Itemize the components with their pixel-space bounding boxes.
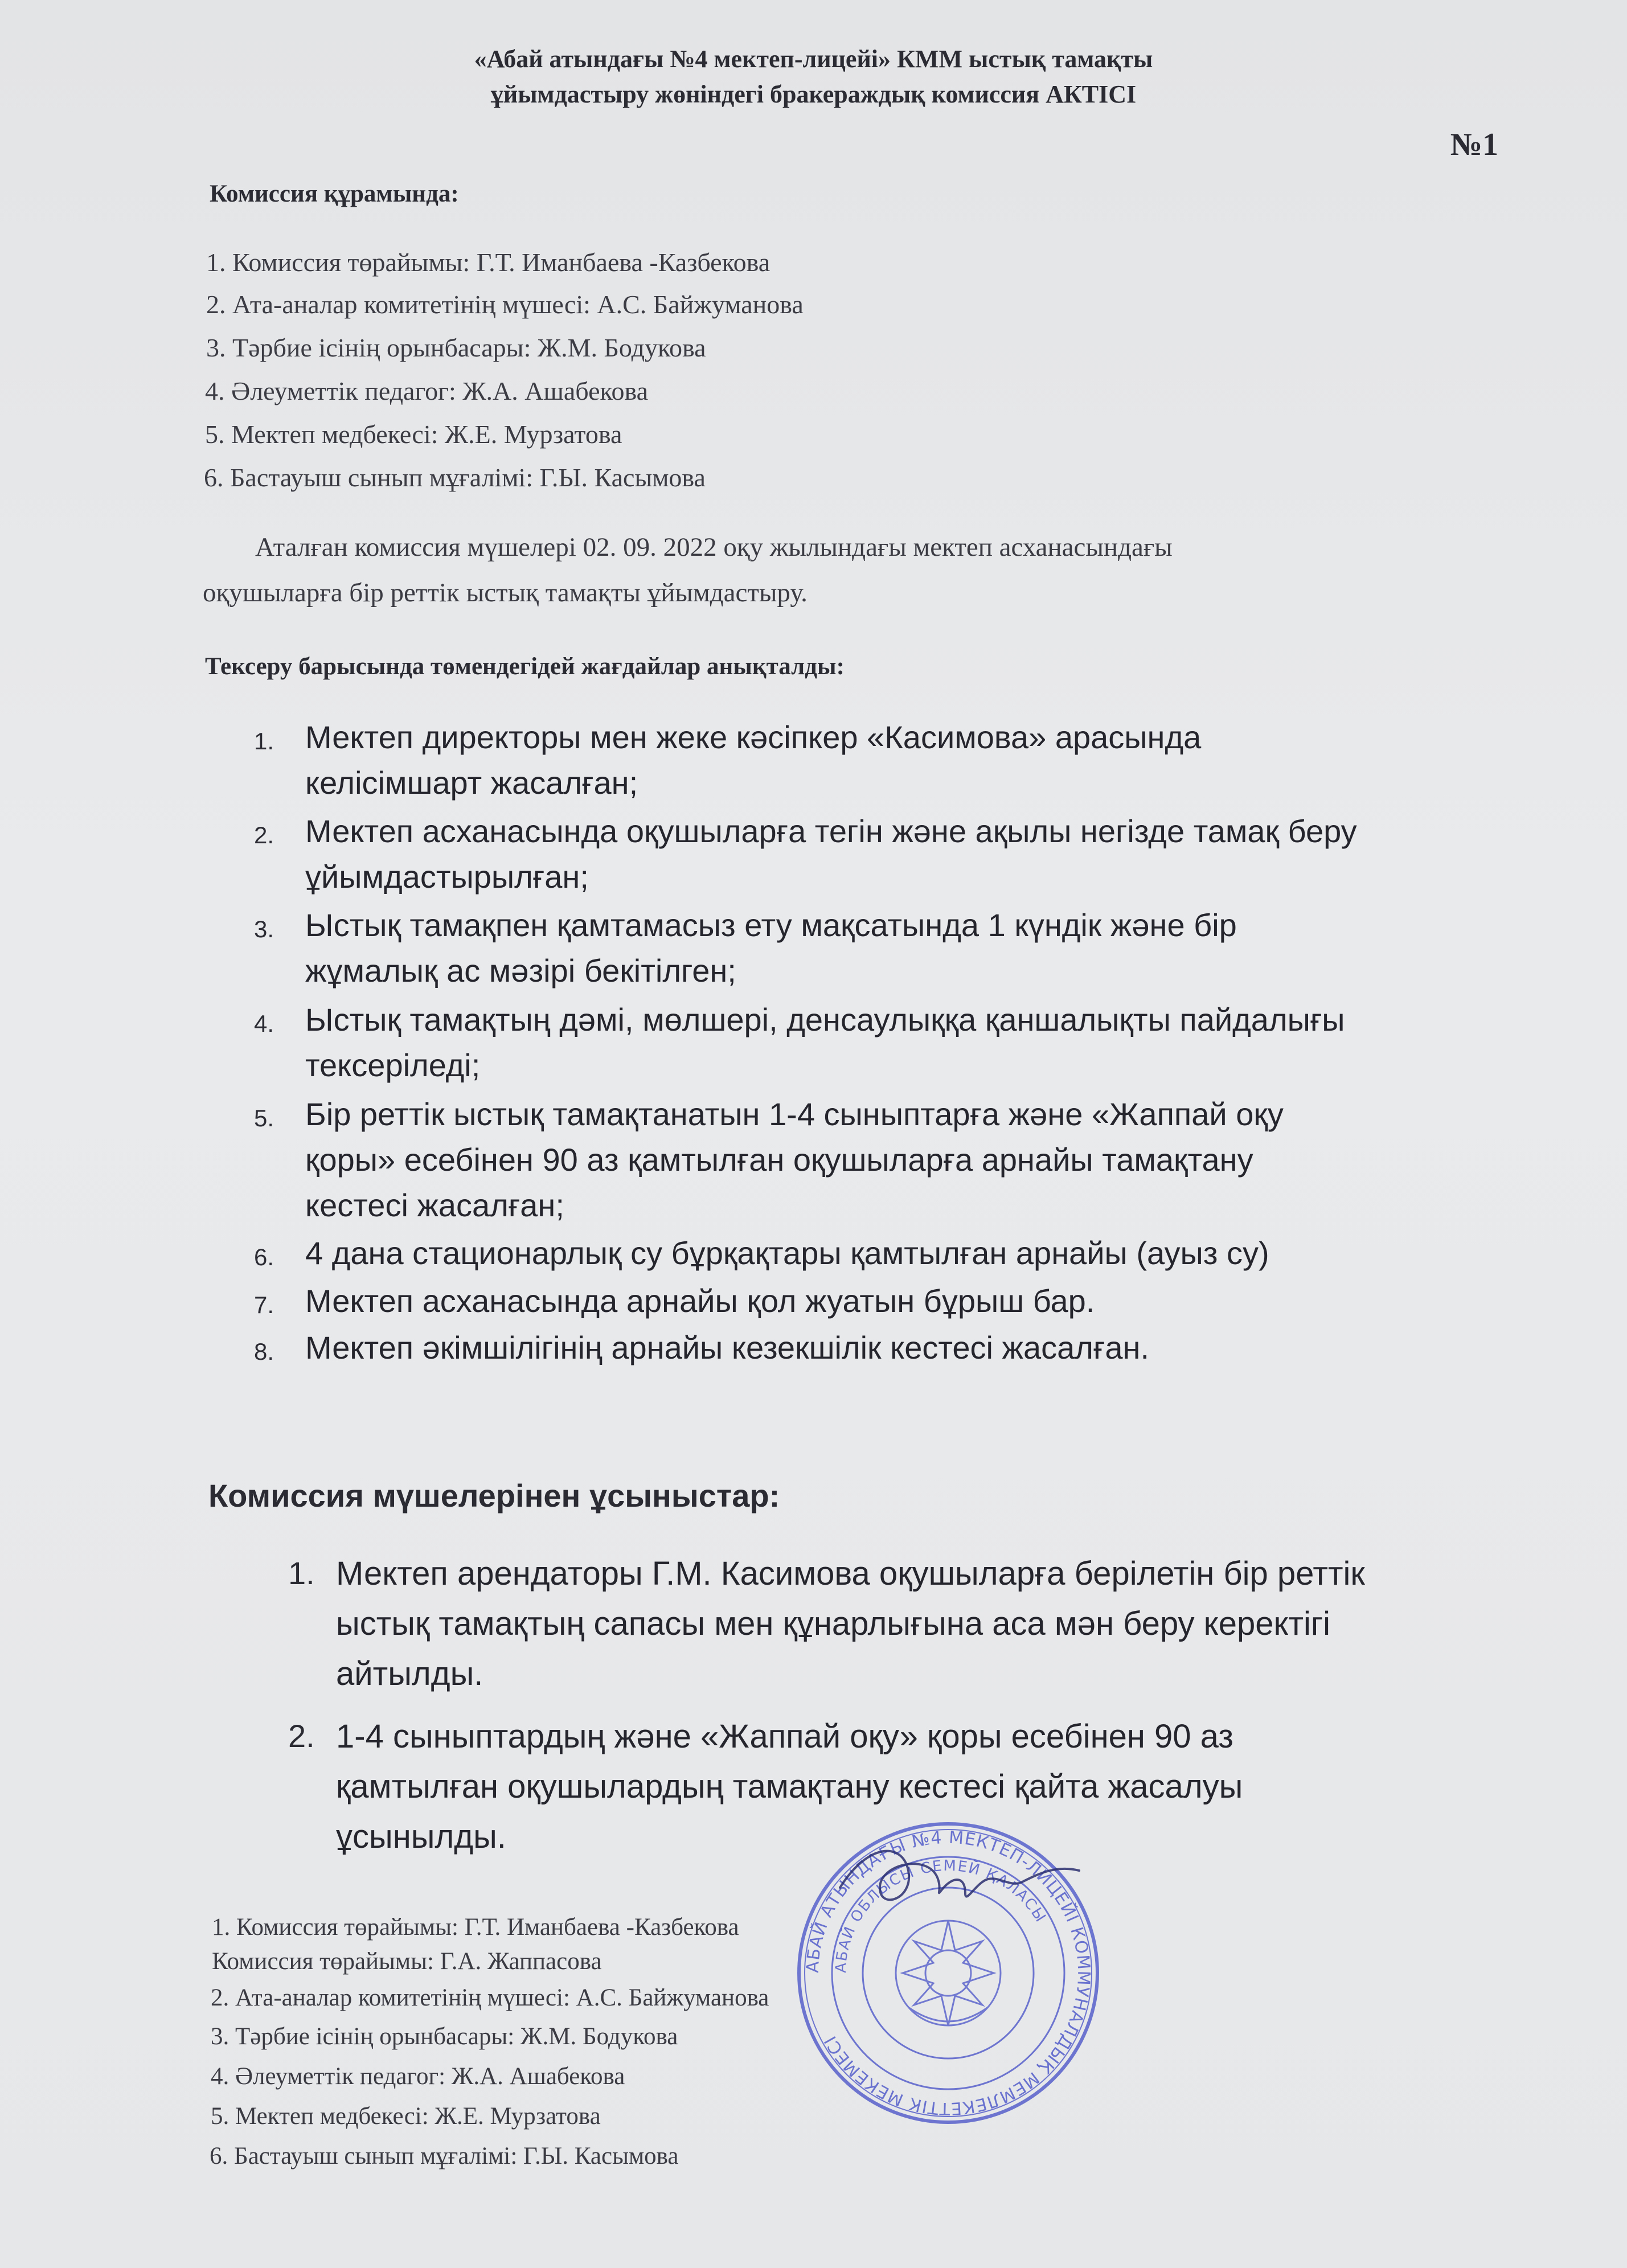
stamp-inner-text: АБАЙ ОБЛЫСЫ СЕМЕЙ ҚАЛАСЫ bbox=[832, 1857, 1050, 1974]
list-item-text: ыстық тамақтың сапасы мен құнарлығына аса мән беру керектігі bbox=[336, 1605, 1330, 1642]
intro-line-2: оқушыларға бір реттік ыстық тамақты ұйымдастыру. bbox=[203, 578, 808, 608]
commission-heading: Комиссия құрамында: bbox=[210, 181, 459, 207]
list-item-text: Мектеп асханасында оқушыларға тегін және ақылы негізде тамақ беру bbox=[305, 813, 1357, 849]
commission-member: 6. Бастауыш сынып мұғалімі: Г.Ы. Касымова bbox=[204, 463, 706, 492]
signature-line: 3. Тәрбие ісінің орынбасары: Ж.М. Бодукова bbox=[211, 2023, 678, 2050]
list-item-text: Мектеп асханасында арнайы қол жуатын бұрыш бар. bbox=[305, 1283, 1095, 1319]
document-title-line-1: «Абай атындағы №4 мектеп-лицейі» КММ ыстық тамақты bbox=[474, 45, 1153, 73]
list-item-number: 1. bbox=[288, 1555, 315, 1591]
list-item-text: Ыстық тамақтың дәмі, мөлшері, денсаулыққа қаншалықты пайдалығы bbox=[305, 1002, 1345, 1037]
list-item-text: тексеріледі; bbox=[305, 1047, 481, 1083]
list-item-number: 7. bbox=[254, 1291, 274, 1318]
signature-line: Комиссия төрайымы: Г.А. Жаппасова bbox=[212, 1948, 602, 1975]
stamp-outer-text: АБАЙ АТЫНДАҒЫ №4 МЕКТЕП-ЛИЦЕЙІ КОММУНАЛДЫҚ МЕМЛЕКЕТТІК МЕКЕМЕСІ bbox=[802, 1827, 1094, 2119]
list-item-number: 8. bbox=[254, 1338, 274, 1365]
list-item-number: 4. bbox=[254, 1010, 274, 1037]
findings-heading: Тексеру барысында төмендегідей жағдайлар анықталды: bbox=[205, 653, 845, 680]
commission-member: 1. Комиссия төрайымы: Г.Т. Иманбаева -Казбекова bbox=[206, 248, 771, 277]
document-title-line-2: ұйымдастыру жөніндегі бракераждық комиссия АКТІСІ bbox=[490, 80, 1137, 108]
list-item-text: 1-4 сыныптардың және «Жаппай оқу» қоры есебінен 90 аз bbox=[336, 1718, 1233, 1755]
list-item-text: Мектеп директоры мен жеке кәсіпкер «Касимова» арасында bbox=[305, 719, 1202, 755]
list-item-text: айтылды. bbox=[336, 1655, 483, 1692]
signature-line: 5. Мектеп медбекесі: Ж.Е. Мурзатова bbox=[211, 2103, 601, 2130]
intro-line-1: Аталған комиссия мүшелері 02. 09. 2022 оқу жылындағы мектеп асханасындағы bbox=[255, 532, 1173, 562]
list-item-text: Мектеп арендаторы Г.М. Касимова оқушыларға берілетін бір реттік bbox=[336, 1555, 1365, 1592]
signature-line: 1. Комиссия төрайымы: Г.Т. Иманбаева -Казбекова bbox=[212, 1914, 739, 1941]
list-item-text: қамтылған оқушылардың тамақтану кестесі қайта жасалуы bbox=[336, 1768, 1243, 1805]
signature-line: 6. Бастауыш сынып мұғалімі: Г.Ы. Касымова bbox=[210, 2143, 679, 2169]
commission-member: 5. Мектеп медбекесі: Ж.Е. Мурзатова bbox=[205, 420, 622, 449]
list-item-text: қоры» есебінен 90 аз қамтылған оқушыларға арнайы тамақтану bbox=[305, 1142, 1253, 1178]
commission-member: 4. Әлеуметтік педагог: Ж.А. Ашабекова bbox=[205, 376, 649, 405]
findings-list bbox=[254, 719, 1530, 1447]
list-item-text: Бір реттік ыстық тамақтанатын 1-4 сыныптарға және «Жаппай оқу bbox=[305, 1096, 1284, 1132]
proposals-heading: Комиссия мүшелерінен ұсыныстар: bbox=[208, 1478, 780, 1514]
commission-member: 2. Ата-аналар комитетінің мүшесі: А.С. Байжуманова bbox=[206, 290, 804, 319]
list-item-number: 6. bbox=[254, 1244, 274, 1270]
signature-line: 4. Әлеуметтік педагог: Ж.А. Ашабекова bbox=[211, 2063, 625, 2090]
stamp-emblem bbox=[896, 1921, 1001, 2025]
commission-member: 3. Тәрбие ісінің орынбасары: Ж.М. Бодукова bbox=[206, 333, 706, 362]
list-item-text: Мектеп әкімшілігінің арнайы кезекшілік кестесі жасалған. bbox=[305, 1330, 1150, 1365]
list-item-text: келісімшарт жасалған; bbox=[305, 765, 638, 801]
list-item-text: 4 дана стационарлық су бұрқақтары қамтылған арнайы (ауыз су) bbox=[305, 1235, 1269, 1271]
list-item-number: 3. bbox=[254, 916, 274, 942]
list-item-text: кестесі жасалған; bbox=[305, 1187, 564, 1223]
list-item-number: 2. bbox=[288, 1718, 315, 1754]
act-number: №1 bbox=[1450, 127, 1498, 162]
signature-line: 2. Ата-аналар комитетінің мүшесі: А.С. Байжуманова bbox=[211, 1984, 769, 2011]
list-item-text: ұйымдастырылған; bbox=[305, 859, 589, 895]
list-item-number: 1. bbox=[254, 728, 274, 754]
list-item-number: 2. bbox=[254, 822, 274, 848]
list-item-text: ұсынылды. bbox=[336, 1818, 506, 1855]
list-item-number: 5. bbox=[254, 1105, 274, 1131]
list-item-text: Ыстық тамақпен қамтамасыз ету мақсатында 1 күндік және бір bbox=[305, 907, 1237, 943]
list-item-text: жұмалық ас мәзірі бекітілген; bbox=[305, 953, 736, 989]
official-stamp bbox=[794, 1819, 1102, 2127]
